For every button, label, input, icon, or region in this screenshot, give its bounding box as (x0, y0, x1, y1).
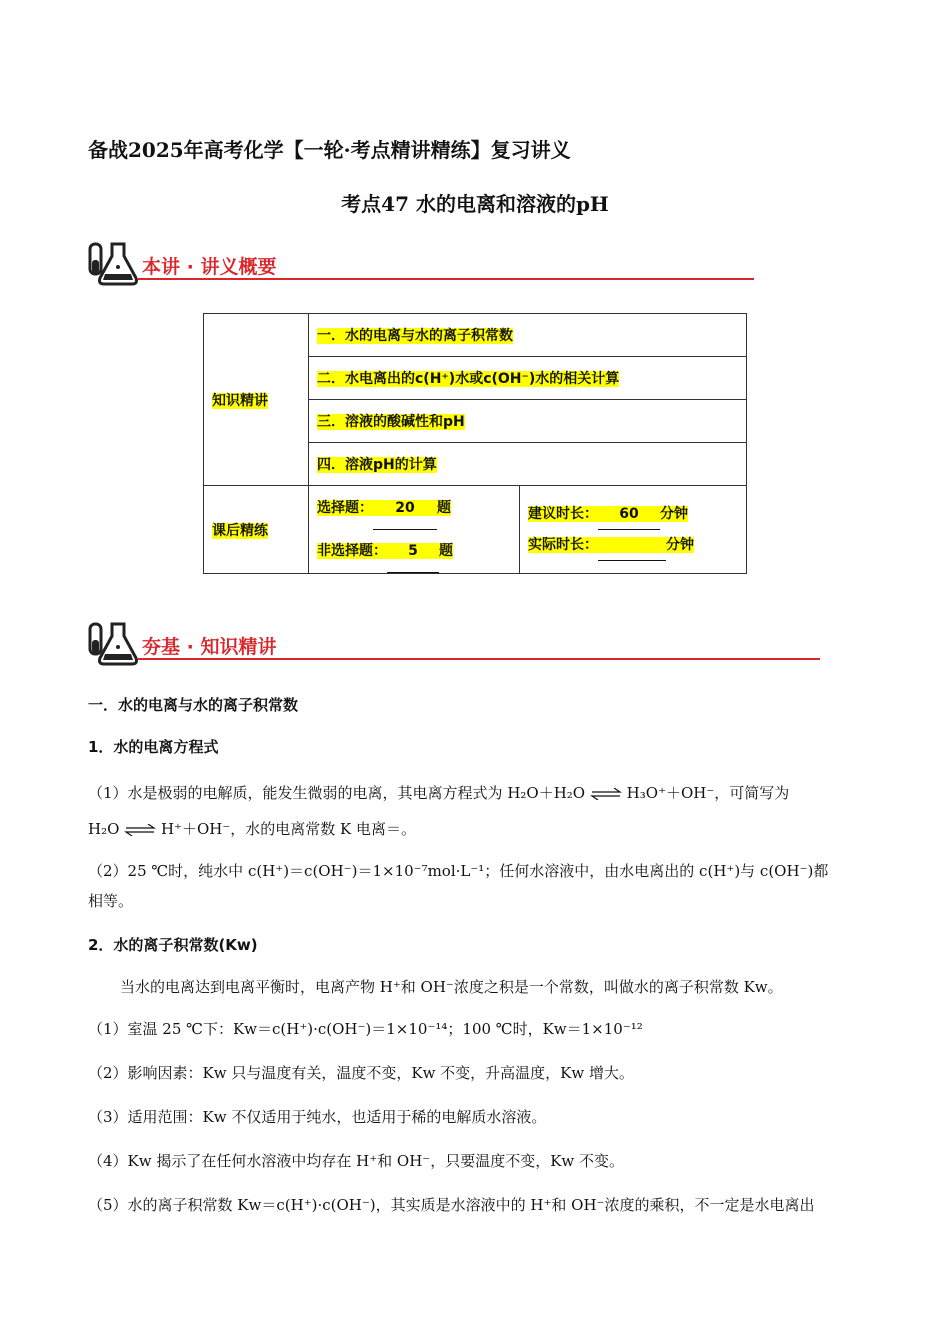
paragraph: 当水的电离达到电离平衡时，电离产物 H⁺和 OH⁻浓度之积是一个常数，叫做水的离子积常数 Kw。 (120, 978, 783, 996)
paragraph: （1）室温 25 ℃下：Kw＝c(H⁺)·c(OH⁻)＝1×10⁻¹⁴；100 ℃时，Kw＝1×10⁻¹² (88, 1020, 643, 1038)
section-header-knowledge (88, 620, 828, 670)
summary-table (203, 313, 747, 574)
equilibrium-arrow-icon (124, 824, 156, 836)
section-label: 本讲 · 讲义概要 (142, 256, 277, 278)
knowledge-item: 一．水的电离与水的离子积常数 (309, 314, 747, 357)
paragraph: （1）水是极弱的电解质，能发生微弱的电离，其电离方程式为 H₂O＋H₂O H₃O⁺＋OH⁻，可简写为 (88, 784, 790, 802)
knowledge-item: 四．溶液pH的计算 (309, 443, 747, 486)
question-count-cell: 选择题： 20 题 非选择题： 5 题 (309, 486, 520, 574)
practice-label: 课后精练 (212, 522, 268, 539)
paragraph: （5）水的离子积常数 Kw＝c(H⁺)·c(OH⁻)，其实质是水溶液中的 H⁺和 OH⁻浓度的乘积，不一定是水电离出 (88, 1196, 815, 1214)
knowledge-cell (204, 314, 309, 486)
knowledge-item: 二．水电离出的c(H⁺)水或c(OH⁻)水的相关计算 (309, 357, 747, 400)
flask-icon (88, 240, 140, 286)
section-divider (138, 658, 820, 660)
paragraph: H₂O H⁺＋OH⁻，水的电离常数 K 电离＝。 (88, 820, 417, 838)
practice-cell (204, 486, 309, 574)
equilibrium-arrow-icon (590, 788, 622, 800)
section-divider (138, 278, 754, 280)
flask-icon (88, 620, 140, 666)
heading-part1: 一．水的电离与水的离子积常数 (88, 696, 299, 714)
section-header-overview (88, 240, 828, 290)
heading-1: 1．水的电离方程式 (88, 738, 219, 756)
document-title: 备战2025年高考化学【一轮·考点精讲精练】复习讲义 (88, 138, 571, 162)
actual-time-blank[interactable] (598, 530, 666, 561)
time-cell: 建议时长： 60 分钟 实际时长： 分钟 (520, 486, 747, 574)
section-label: 夯基 · 知识精讲 (142, 636, 277, 658)
paragraph: 相等。 (88, 892, 134, 910)
document-subtitle: 考点47 水的电离和溶液的pH (341, 192, 609, 216)
paragraph: （3）适用范围：Kw 不仅适用于纯水，也适用于稀的电解质水溶液。 (88, 1108, 547, 1126)
paragraph: （2）影响因素：Kw 只与温度有关，温度不变，Kw 不变，升高温度，Kw 增大。 (88, 1064, 634, 1082)
paragraph: （2）25 ℃时，纯水中 c(H⁺)＝c(OH⁻)＝1×10⁻⁷mol·L⁻¹；任何水溶液中，由水电离出的 c(H⁺)与 c(OH⁻)都 (88, 862, 829, 880)
paragraph: （4）Kw 揭示了在任何水溶液中均存在 H⁺和 OH⁻，只要温度不变，Kw 不变。 (88, 1152, 625, 1170)
heading-2: 2．水的离子积常数(Kw) (88, 936, 258, 954)
knowledge-item: 三．溶液的酸碱性和pH (309, 400, 747, 443)
knowledge-label: 知识精讲 (212, 392, 268, 409)
